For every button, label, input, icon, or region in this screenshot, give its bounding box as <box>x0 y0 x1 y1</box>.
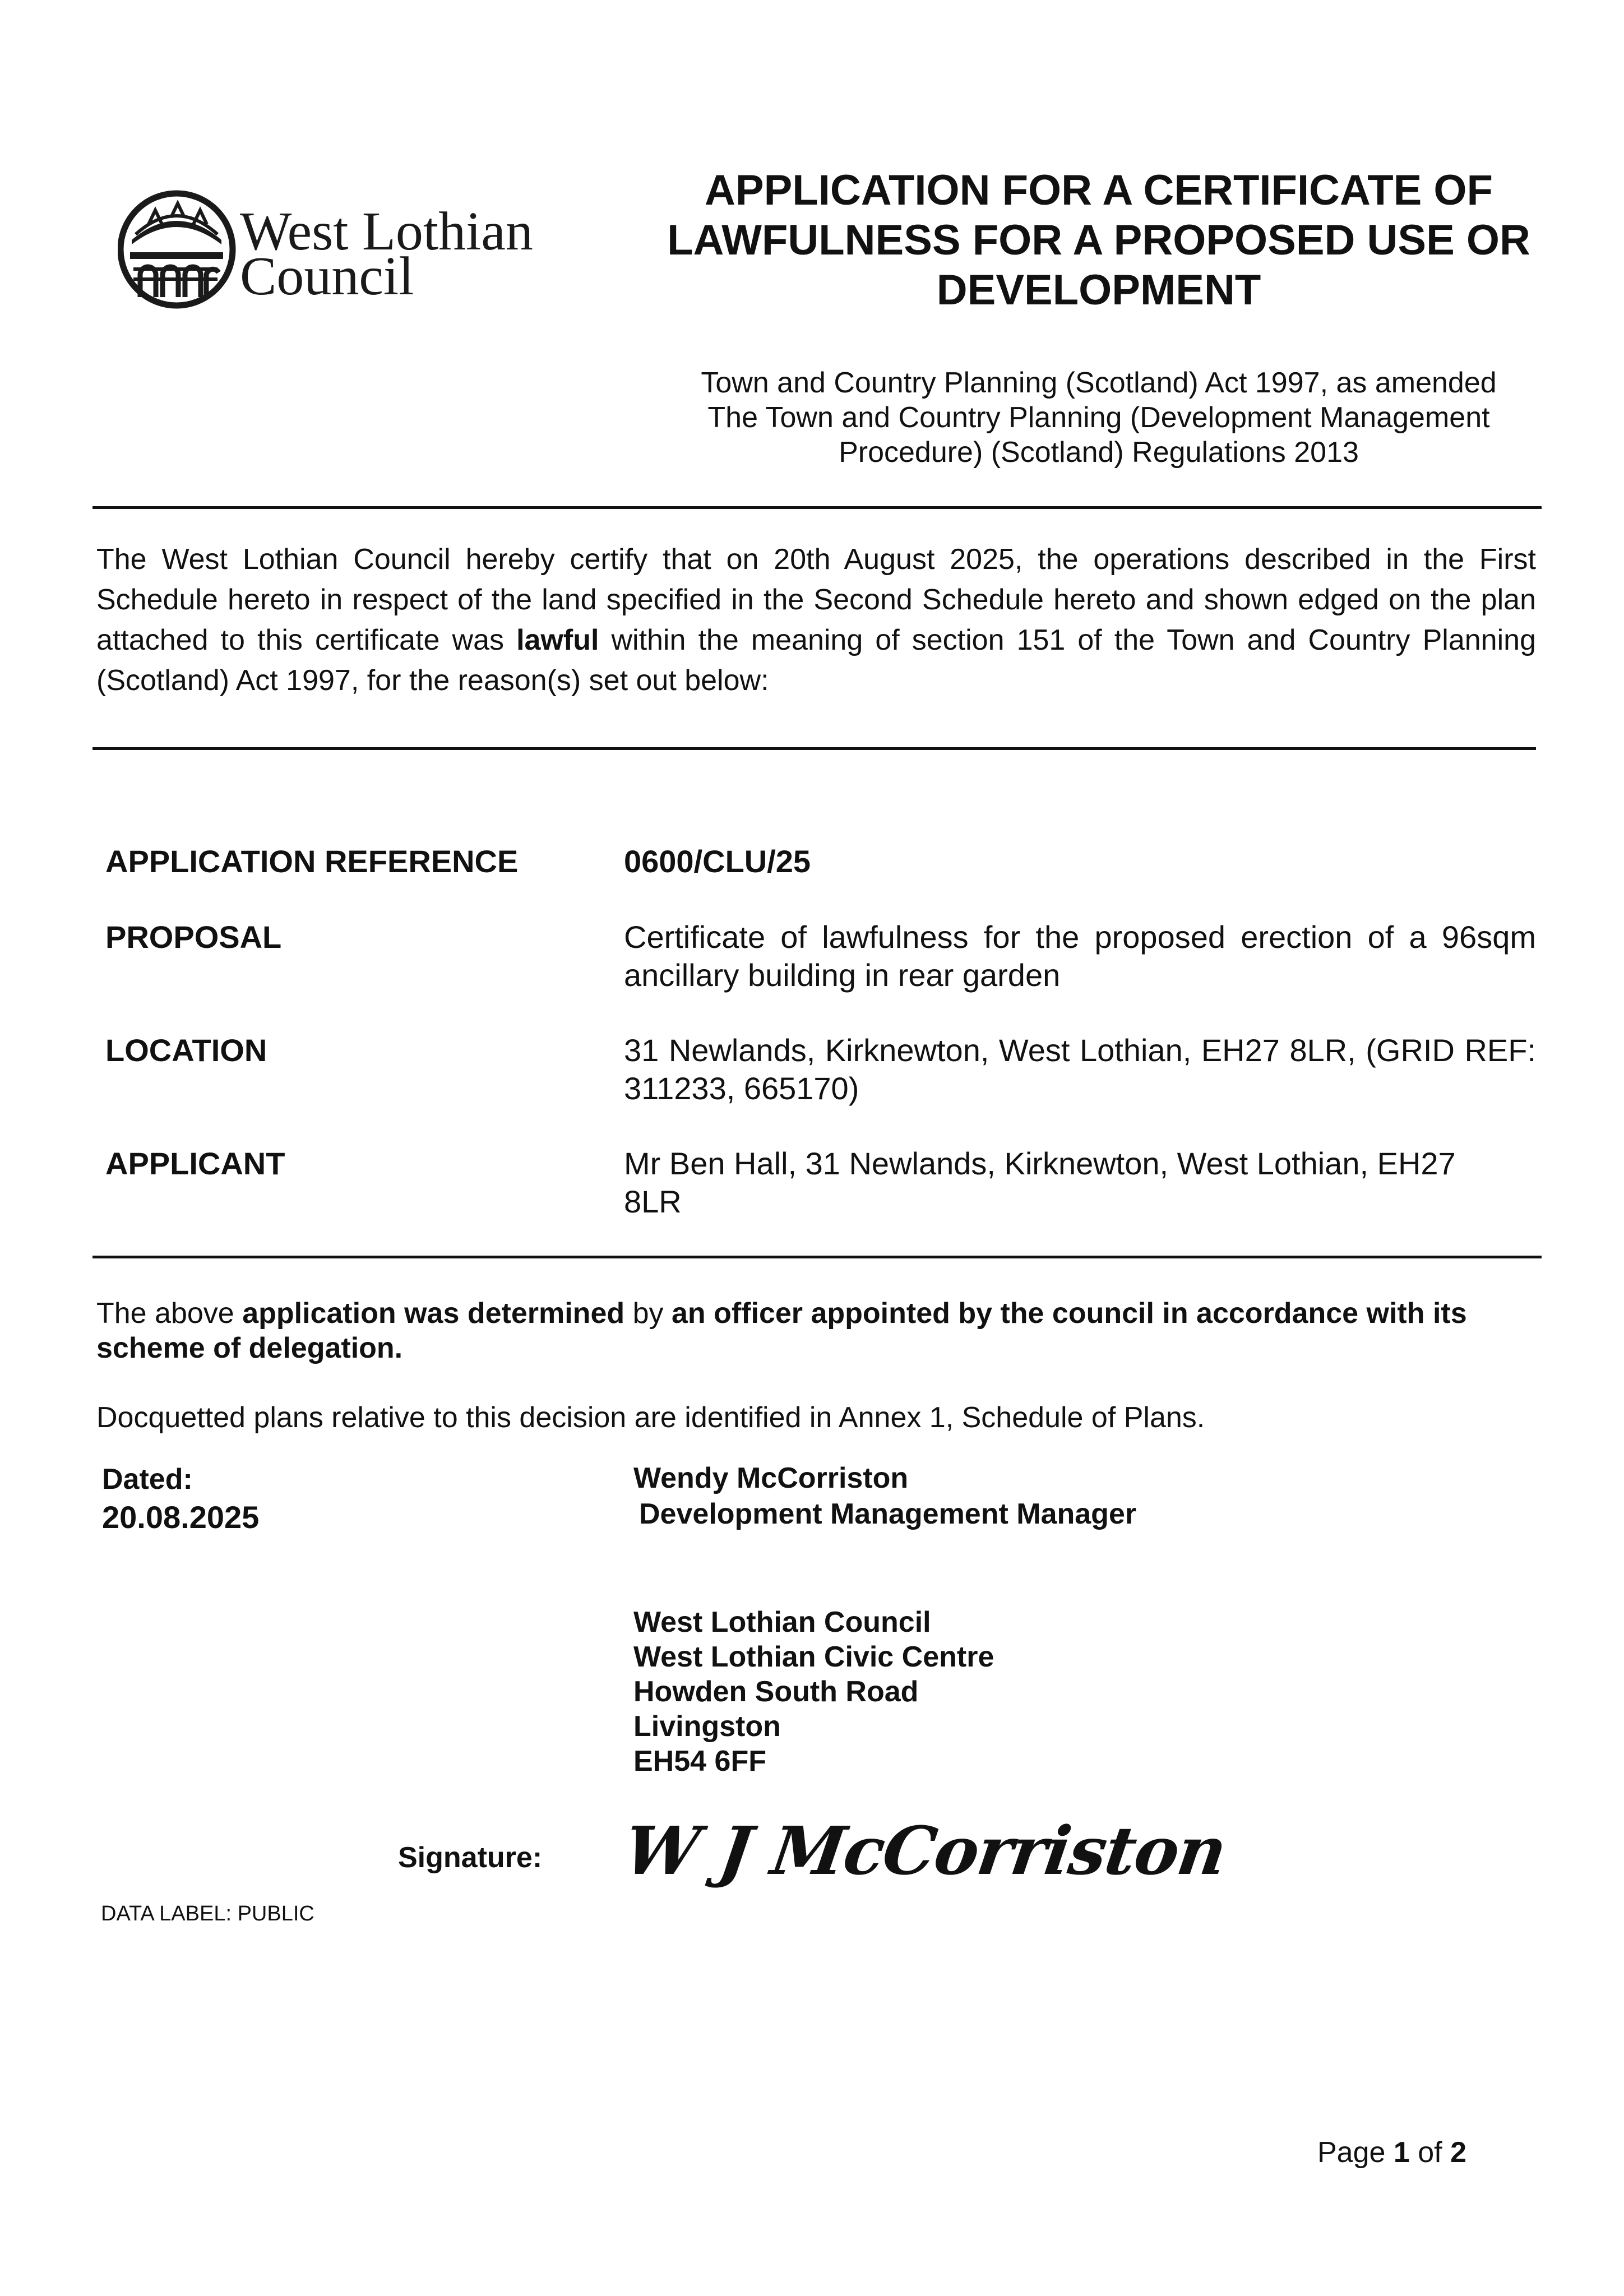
determination-text-2: by <box>624 1297 672 1330</box>
divider <box>92 1256 1542 1258</box>
detail-label-reference: APPLICATION REFERENCE <box>105 844 519 879</box>
dated-block <box>102 1460 259 1536</box>
officer-block <box>633 1460 1136 1532</box>
detail-label-proposal: PROPOSAL <box>105 919 282 955</box>
data-classification-label: DATA LABEL: PUBLIC <box>101 1902 314 1925</box>
determination-text-1: The above <box>96 1297 243 1330</box>
council-emblem-icon <box>118 185 566 320</box>
divider <box>92 506 1542 509</box>
title-line-1: APPLICATION FOR A CERTIFICATE OF <box>705 166 1493 214</box>
logo-line1: West Lothian <box>240 201 533 262</box>
detail-value-reference: 0600/CLU/25 <box>624 844 811 879</box>
logo-line2: Council <box>240 246 414 307</box>
page-total: 2 <box>1450 2136 1466 2169</box>
document-title <box>622 165 1575 315</box>
divider <box>92 747 1536 750</box>
detail-value-applicant: Mr Ben Hall, 31 Newlands, Kirknewton, West Lothian, EH27 8LR <box>624 1146 1456 1219</box>
page-current: 1 <box>1393 2136 1410 2169</box>
address-line: Livingston <box>633 1710 781 1743</box>
officer-title: Development Management Manager <box>639 1498 1137 1530</box>
dated-label: Dated: <box>102 1463 193 1496</box>
act-line-1: Town and Country Planning (Scotland) Act 1997, as amended <box>701 367 1497 399</box>
signature-label: Signature: <box>398 1841 543 1874</box>
address-line: West Lothian Council <box>633 1606 931 1638</box>
page-of: of <box>1409 2136 1451 2169</box>
detail-label-applicant: APPLICANT <box>105 1146 285 1181</box>
page-number <box>1317 2135 1466 2170</box>
council-logo <box>118 185 566 320</box>
address-line: West Lothian Civic Centre <box>633 1641 994 1673</box>
address-line: Howden South Road <box>633 1675 919 1708</box>
intro-text-end: within the meaning of section 151 of the Town and Country Planning (Scotland) Act 1997, for the reason(s) set out below: <box>96 624 1536 697</box>
council-address <box>633 1605 994 1779</box>
determination-bold-2: an officer appointed by the council in accordance with its scheme of delegation. <box>96 1297 1467 1364</box>
title-line-2: LAWFULNESS FOR A PROPOSED USE OR <box>667 216 1530 264</box>
address-line: EH54 6FF <box>633 1745 766 1777</box>
docquetted-plans-note: Docquetted plans relative to this decision are identified in Annex 1, Schedule of Plans. <box>96 1401 1205 1434</box>
intro-lawful-word: lawful <box>516 624 599 656</box>
act-line-3: Procedure) (Scotland) Regulations 2013 <box>839 436 1359 469</box>
certification-statement <box>96 539 1536 701</box>
detail-value-location: 31 Newlands, Kirknewton, West Lothian, EH27 8LR, (GRID REF: 311233, 665170) <box>624 1033 1536 1106</box>
decision-date: 20.08.2025 <box>102 1499 260 1535</box>
act-line-2: The Town and Country Planning (Development Management <box>707 401 1490 434</box>
determination-statement <box>96 1296 1536 1365</box>
handwritten-signature: W J McCorriston <box>619 1812 1231 1890</box>
legislation-reference <box>622 365 1575 470</box>
detail-value-proposal: Certificate of lawfulness for the proposed erection of a 96sqm ancillary building in rear garden <box>624 919 1536 993</box>
page-prefix: Page <box>1317 2136 1394 2169</box>
title-line-3: DEVELOPMENT <box>936 266 1261 314</box>
determination-bold-1: application was determined <box>242 1297 625 1330</box>
intro-text-start: The West Lothian Council hereby certify that on 20th August 2025, the operations described in the First Schedule hereto in respect of the land specified in the Second Schedule hereto and shown edged on the plan attached to this certificate was <box>96 543 1536 656</box>
detail-label-location: LOCATION <box>105 1033 267 1068</box>
officer-name: Wendy McCorriston <box>633 1462 909 1494</box>
